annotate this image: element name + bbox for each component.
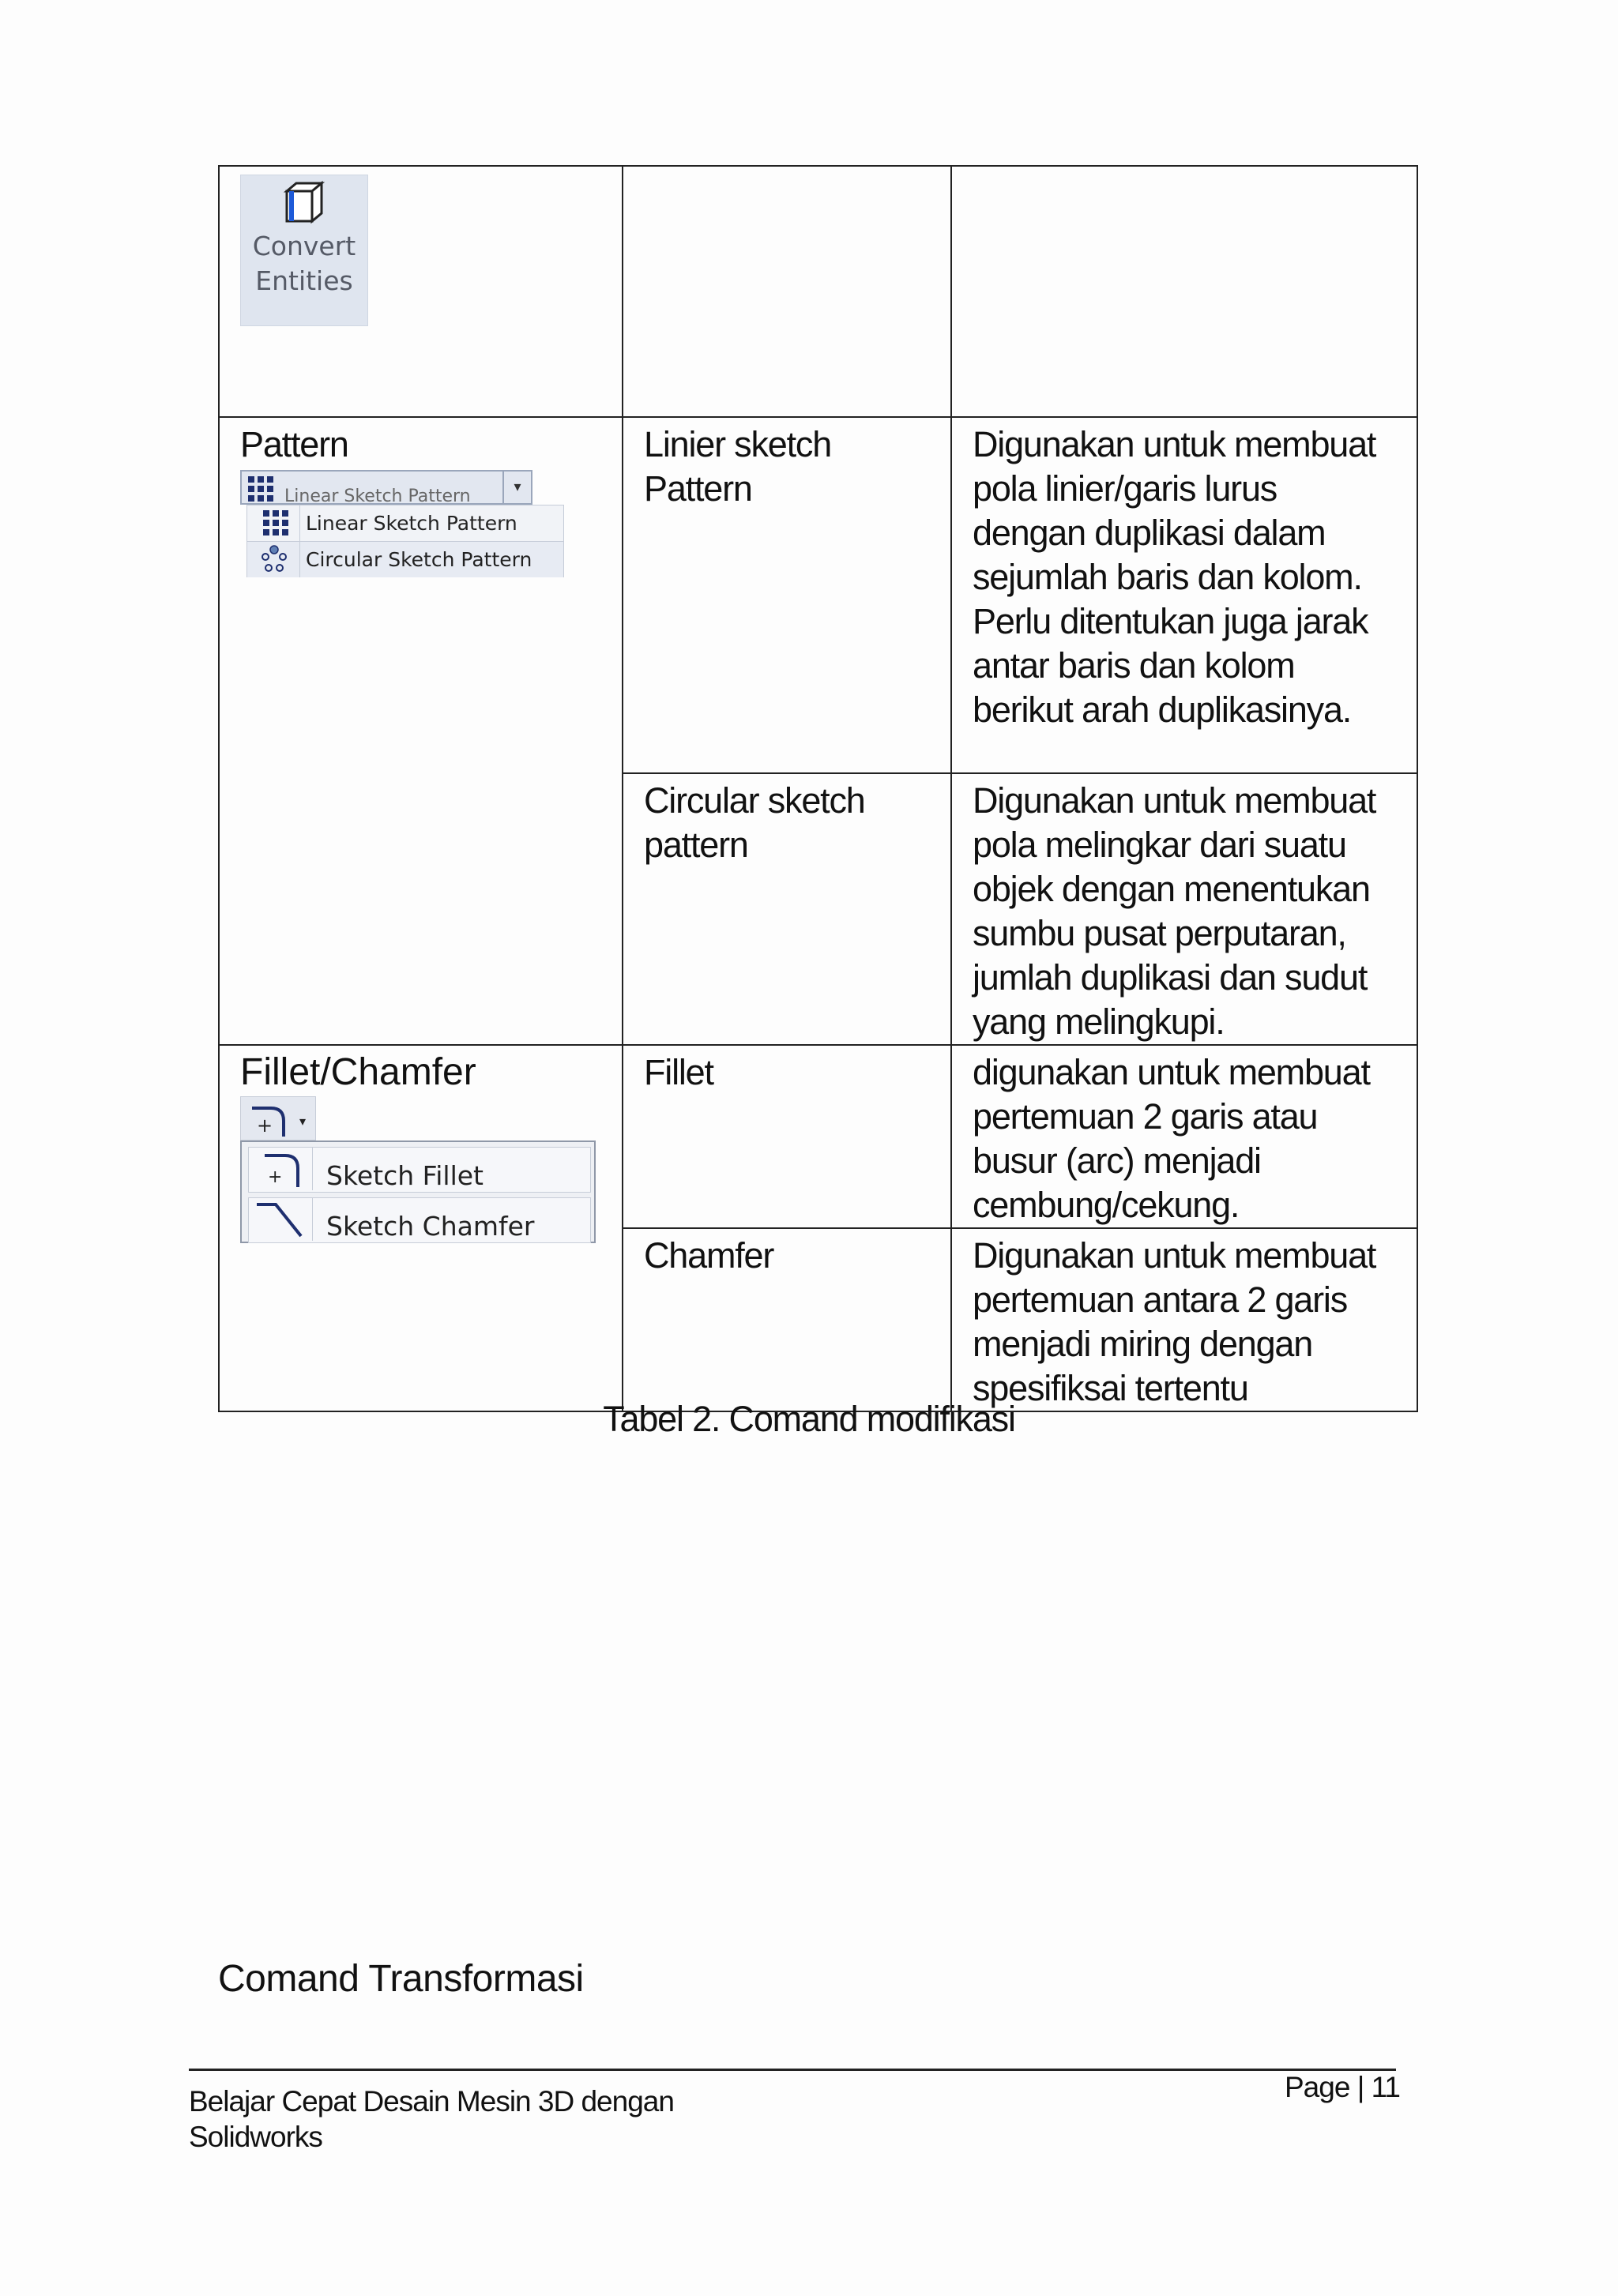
circular-pattern-icon	[258, 543, 290, 575]
command-description-cell: Digunakan untuk membuat pertemuan antara 2 garis menjadi miring dengan spesifiksai tertentu	[951, 1228, 1417, 1411]
command-name-cell: Linier sketch Pattern	[623, 417, 951, 773]
menu-item-label: Linear Sketch Pattern	[306, 512, 517, 535]
pattern-menu	[246, 505, 564, 577]
fillet-menu	[240, 1140, 596, 1243]
table-cell	[219, 166, 623, 417]
table-row	[219, 1045, 1417, 1228]
convert-entities-button[interactable]	[240, 175, 368, 326]
sketch-chamfer-icon	[249, 1198, 312, 1241]
menu-item-sketch-fillet[interactable]	[248, 1147, 591, 1193]
menu-item-sketch-chamfer[interactable]	[248, 1197, 591, 1243]
linear-pattern-icon	[263, 510, 288, 535]
table-caption: Tabel 2. Comand modifikasi	[603, 1399, 1015, 1439]
menu-item-label: Sketch Chamfer	[326, 1211, 535, 1242]
menu-item-label: Circular Sketch Pattern	[306, 548, 532, 571]
svg-text:▾: ▾	[299, 1114, 305, 1129]
pattern-label: Pattern	[240, 424, 348, 464]
fillet-chamfer-label: Fillet/Chamfer	[240, 1051, 476, 1093]
svg-text:+: +	[257, 1114, 272, 1137]
fillet-dropdown[interactable]	[240, 1096, 596, 1246]
menu-item-circular-sketch-pattern[interactable]	[247, 541, 563, 577]
table-cell	[219, 417, 623, 1045]
pattern-dropdown-button[interactable]	[240, 470, 532, 505]
table-row	[219, 417, 1417, 773]
footer-title-line2: Solidworks	[189, 2121, 322, 2153]
pattern-dropdown-current: Linear Sketch Pattern	[284, 487, 471, 505]
footer-divider	[189, 2069, 1396, 2071]
footer-title	[189, 2084, 742, 2155]
command-description-cell: digunakan untuk membuat pertemuan 2 garis atau busur (arc) menjadi cembung/cekung.	[951, 1045, 1417, 1228]
page-number: Page | 11	[1285, 2071, 1400, 2103]
table-cell	[219, 1045, 623, 1411]
command-name-cell: Fillet	[623, 1045, 951, 1228]
svg-text:+: +	[268, 1167, 283, 1187]
menu-item-linear-sketch-pattern[interactable]	[247, 505, 563, 541]
section-heading: Comand Transformasi	[218, 1958, 584, 2000]
fillet-dropdown-button[interactable]	[240, 1096, 316, 1140]
cube-icon	[280, 180, 328, 226]
table-cell	[951, 166, 1417, 417]
chevron-down-icon[interactable]: ▾	[502, 472, 531, 503]
sketch-fillet-icon	[249, 1148, 312, 1190]
table-row	[219, 166, 1417, 417]
convert-label-line1: Convert	[252, 231, 356, 261]
linear-pattern-icon	[248, 476, 273, 502]
pattern-dropdown[interactable]	[240, 470, 564, 581]
command-name-cell: Chamfer	[623, 1228, 951, 1411]
command-name-cell: Circular sketch pattern	[623, 773, 951, 1045]
sketch-fillet-icon	[241, 1097, 317, 1141]
command-description-cell: Digunakan untuk membuat pola linier/garis lurus dengan duplikasi dalam sejumlah baris dan kolom. Perlu ditentukan juga jarak antar baris dan kolom berikut arah duplikasinya.	[951, 417, 1417, 773]
footer-title-line1: Belajar Cepat Desain Mesin 3D dengan	[189, 2085, 674, 2118]
command-description-cell: Digunakan untuk membuat pola melingkar dari suatu objek dengan menentukan sumbu pusat perputaran, jumlah duplikasi dan sudut yang melingkupi.	[951, 773, 1417, 1045]
menu-item-label: Sketch Fillet	[326, 1160, 484, 1191]
convert-label-line2: Entities	[255, 265, 353, 296]
command-table	[218, 165, 1418, 1412]
table-cell	[623, 166, 951, 417]
